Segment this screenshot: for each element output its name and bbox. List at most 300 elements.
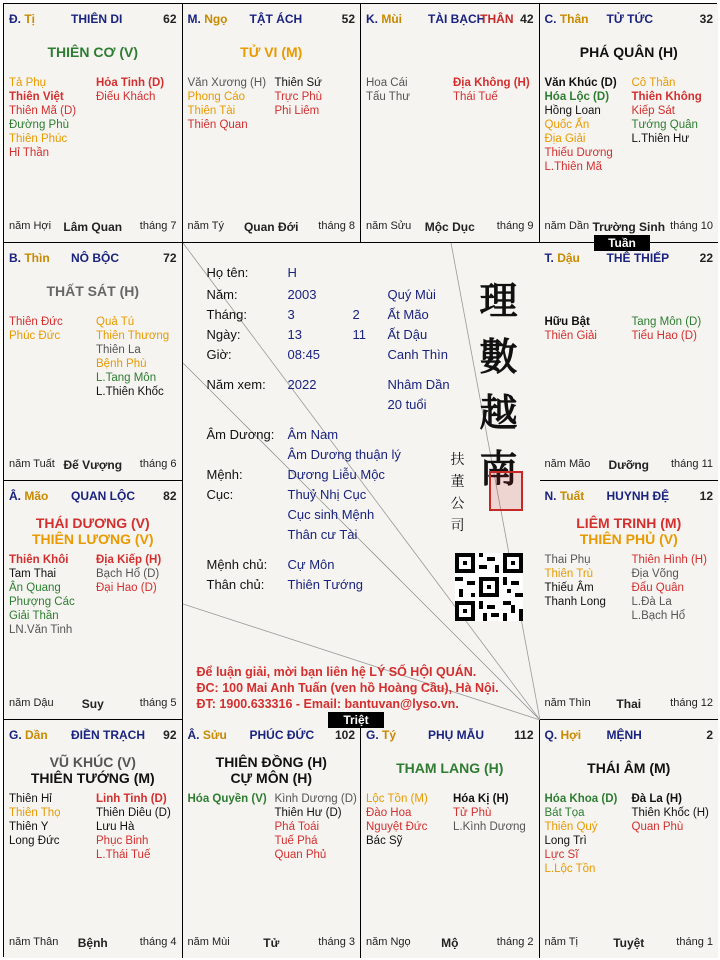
palace-ty bbox=[361, 720, 540, 959]
palace-footer bbox=[545, 697, 714, 711]
than-marker: THÂN bbox=[480, 12, 514, 26]
palace-header bbox=[366, 12, 534, 28]
palace-name: MỆNH bbox=[606, 727, 642, 742]
palace-footer bbox=[366, 936, 534, 950]
palace-header bbox=[188, 12, 356, 28]
age-value: 20 tuổi bbox=[387, 396, 427, 412]
heavenly-stem: T. bbox=[544, 250, 554, 265]
minor-stars-left bbox=[545, 792, 618, 876]
palace-footer bbox=[545, 936, 714, 950]
palace-name: THIÊN DI bbox=[71, 12, 123, 26]
palace-month: tháng 3 bbox=[318, 936, 355, 948]
palace-month: tháng 2 bbox=[496, 936, 534, 948]
minor-stars-left bbox=[188, 76, 267, 132]
main-star: THIÊN LƯƠNG (V) bbox=[31, 531, 154, 547]
center-info-panel bbox=[183, 243, 540, 720]
life-stage: Tử bbox=[263, 936, 280, 950]
minor-star: Thiên Trù bbox=[544, 568, 594, 580]
minor-star: Tả Phụ bbox=[9, 77, 47, 89]
calligraphy-char: 越 bbox=[479, 389, 518, 435]
calligraphy-char: 南 bbox=[479, 445, 518, 491]
horoscope-chart bbox=[3, 3, 717, 957]
minor-star: Phúc Đức bbox=[9, 329, 61, 342]
palace-header bbox=[545, 12, 714, 28]
palace-month: tháng 8 bbox=[318, 219, 355, 232]
palace-suu bbox=[183, 720, 362, 959]
main-star: LIÊM TRINH (M) bbox=[576, 515, 682, 531]
palace-header bbox=[188, 728, 356, 744]
minor-stars-right bbox=[453, 76, 530, 104]
minor-stars-left bbox=[9, 792, 61, 848]
minor-star: Tam Thai bbox=[9, 568, 57, 580]
heavenly-stem: C. bbox=[544, 12, 557, 26]
minor-star: Kình Dương (D) bbox=[274, 792, 357, 805]
month-solar: 3 bbox=[287, 306, 295, 322]
life-stage: Dưỡng bbox=[608, 458, 650, 472]
minor-star: Phá Toái bbox=[274, 820, 320, 833]
life-stage: Mộ bbox=[441, 936, 459, 950]
palace-hoi bbox=[540, 720, 719, 959]
main-star: THIÊN ĐỒNG (H) bbox=[215, 753, 327, 770]
minor-star: Hóa Quyền (V) bbox=[187, 792, 267, 805]
palace-header bbox=[9, 728, 177, 744]
minor-stars-left bbox=[9, 315, 63, 343]
tuan-tag: Tuần bbox=[594, 235, 650, 251]
minor-star: Đường Phù bbox=[9, 119, 69, 131]
palace-age: 52 bbox=[341, 12, 355, 26]
main-star: THAM LANG (H) bbox=[396, 759, 504, 776]
menhchu-value: Cự Môn bbox=[287, 556, 335, 572]
minor-star: Bạch Hổ (D) bbox=[96, 568, 160, 580]
month-lunar: Ất Mão bbox=[387, 306, 429, 322]
palace-year: năm Tuất bbox=[9, 458, 55, 470]
life-stage: Quan Đới bbox=[243, 219, 299, 234]
cuc-value: Thuỷ Nhị Cục bbox=[287, 486, 367, 502]
minor-star: Phong Cáo bbox=[187, 91, 246, 103]
palace-than bbox=[540, 4, 719, 243]
minor-star: Thanh Long bbox=[544, 596, 606, 608]
minor-star: Thiên Phúc bbox=[9, 133, 68, 145]
palace-branch bbox=[188, 728, 227, 742]
palace-month: tháng 1 bbox=[676, 936, 713, 948]
minor-star: Tấu Thư bbox=[366, 91, 410, 103]
menhchu-label: Mệnh chủ: bbox=[206, 556, 268, 572]
minor-star: Thai Phụ bbox=[544, 554, 591, 566]
palace-age: 2 bbox=[706, 727, 713, 742]
minor-star: Đẩu Quân bbox=[631, 582, 684, 594]
earthly-branch: Dần bbox=[25, 727, 48, 742]
palace-age: 22 bbox=[699, 250, 713, 265]
minor-star: Ân Quang bbox=[9, 582, 61, 594]
minor-star: L.Thiên Hư bbox=[631, 133, 690, 145]
palace-year: năm Tý bbox=[187, 219, 224, 232]
thanchu-label: Thân chủ: bbox=[206, 576, 265, 592]
minor-star: Địa Không (H) bbox=[453, 77, 530, 89]
minor-star: Bệnh Phù bbox=[96, 357, 147, 370]
palace-branch bbox=[9, 728, 48, 742]
minor-stars-left bbox=[545, 76, 617, 174]
minor-star: Thiên Y bbox=[9, 820, 49, 833]
palace-branch bbox=[188, 12, 228, 26]
heavenly-stem: Đ. bbox=[9, 12, 21, 26]
minor-star: Thiếu Âm bbox=[544, 582, 594, 594]
palace-name: QUAN LỘC bbox=[71, 489, 135, 503]
minor-star: L.Thiên Khốc bbox=[96, 385, 164, 398]
minor-star: Thiên Quan bbox=[187, 119, 248, 131]
menh-value: Dương Liễu Mộc bbox=[287, 466, 385, 482]
earthly-branch: Tuất bbox=[559, 489, 585, 503]
palace-name: ĐIỀN TRẠCH bbox=[71, 727, 145, 742]
minor-star: Thiên Diêu (D) bbox=[96, 806, 171, 819]
palace-header bbox=[545, 251, 714, 267]
life-stage: Suy bbox=[81, 696, 104, 711]
minor-stars-right bbox=[96, 76, 164, 104]
minor-stars-right bbox=[632, 553, 707, 623]
side-char: 司 bbox=[450, 517, 465, 534]
side-char: 董 bbox=[450, 473, 465, 490]
palace-name: TÀI BẠCH bbox=[428, 12, 486, 26]
minor-star: Thiên Quý bbox=[544, 820, 598, 833]
palace-name: THÊ THIẾP bbox=[606, 250, 670, 265]
palace-header bbox=[9, 12, 177, 28]
main-star: VŨ KHÚC (V) bbox=[49, 753, 136, 770]
life-stage: Thai bbox=[616, 696, 642, 711]
day-lunar-num: 11 bbox=[352, 326, 366, 342]
minor-star: Hoa Cái bbox=[366, 77, 408, 89]
heavenly-stem: M. bbox=[187, 12, 201, 26]
minor-star: Điếu Khách bbox=[96, 91, 156, 103]
palace-mui bbox=[361, 4, 540, 243]
palace-branch bbox=[545, 12, 589, 26]
minor-stars-left bbox=[9, 76, 76, 160]
palace-footer bbox=[188, 220, 356, 234]
minor-star: Thái Tuế bbox=[453, 91, 498, 103]
palace-branch bbox=[366, 728, 396, 742]
qr-code-icon[interactable] bbox=[455, 553, 523, 621]
minor-star: Quan Phủ bbox=[274, 848, 327, 861]
contact-address: ĐC: 100 Mai Anh Tuấn (ven hồ Hoàng Cầu), Hà Nội. bbox=[196, 680, 499, 695]
minor-star: Lực Sĩ bbox=[544, 848, 579, 861]
minor-star: Kiếp Sát bbox=[631, 105, 675, 117]
minor-star: Bác Sỹ bbox=[366, 834, 403, 847]
month-lunar-num: 2 bbox=[352, 306, 360, 322]
palace-year: năm Dậu bbox=[9, 696, 54, 709]
palace-branch bbox=[545, 251, 580, 265]
minor-star: Tang Môn (D) bbox=[631, 315, 702, 328]
heavenly-stem: K. bbox=[366, 12, 378, 26]
main-star: THẤT SÁT (H) bbox=[46, 282, 140, 299]
minor-star: Quốc Ấn bbox=[544, 119, 590, 131]
palace-header bbox=[545, 489, 714, 505]
minor-stars-left bbox=[9, 553, 75, 637]
minor-star: Thiên Không bbox=[631, 91, 702, 103]
contact-phone-email: ĐT: 1900.633316 - Email: bantuvan@lyso.vn. bbox=[196, 696, 459, 711]
month-label: Tháng: bbox=[206, 306, 247, 322]
name-label: Họ tên: bbox=[206, 264, 249, 280]
cuc-note: Cục sinh Mệnh bbox=[287, 506, 375, 522]
minor-star: Thiên Đức bbox=[9, 315, 63, 328]
palace-year: năm Dần bbox=[544, 219, 590, 232]
view-year: 2022 bbox=[287, 376, 317, 392]
minor-star: Cô Thần bbox=[631, 77, 676, 89]
earthly-branch: Thìn bbox=[24, 250, 50, 265]
main-star: THIÊN CƠ (V) bbox=[47, 44, 138, 60]
minor-star: Thiên Giải bbox=[544, 329, 597, 342]
palace-age: 112 bbox=[514, 727, 534, 742]
main-star: PHÁ QUÂN (H) bbox=[579, 44, 678, 60]
amduong-label: Âm Dương: bbox=[206, 426, 275, 442]
minor-star: Nguyệt Đức bbox=[366, 820, 428, 833]
palace-footer bbox=[9, 697, 177, 711]
calligraphy-char: 數 bbox=[479, 333, 518, 379]
minor-star: L.Tang Môn bbox=[96, 371, 157, 384]
palace-year: năm Tị bbox=[544, 936, 578, 948]
hour-value: 08:45 bbox=[287, 346, 321, 362]
hour-label: Giờ: bbox=[206, 346, 232, 362]
palace-dan bbox=[4, 720, 183, 959]
day-label: Ngày: bbox=[206, 326, 241, 342]
name-value: H bbox=[287, 264, 297, 280]
palace-footer bbox=[9, 220, 177, 234]
palace-name: PHÚC ĐỨC bbox=[249, 727, 315, 742]
palace-footer bbox=[545, 220, 714, 234]
palace-header bbox=[545, 728, 714, 744]
heavenly-stem: Â. bbox=[9, 489, 21, 503]
minor-star: Văn Khúc (D) bbox=[544, 77, 617, 89]
heavenly-stem: Q. bbox=[544, 727, 558, 742]
minor-star: Phượng Các bbox=[9, 596, 75, 608]
minor-star: L.Lộc Tồn bbox=[544, 862, 596, 875]
palace-month: tháng 10 bbox=[670, 219, 713, 232]
palace-age: 82 bbox=[163, 489, 177, 503]
earthly-branch: Tý bbox=[382, 727, 397, 742]
minor-stars-left bbox=[545, 553, 606, 609]
palace-name: NÔ BỘC bbox=[71, 250, 119, 265]
minor-star: Giải Thần bbox=[9, 610, 59, 622]
palace-month: tháng 9 bbox=[496, 219, 534, 232]
year-solar: 2003 bbox=[287, 286, 317, 302]
minor-stars-right bbox=[275, 792, 357, 862]
palace-header bbox=[366, 728, 534, 744]
minor-star: L.Đà La bbox=[631, 596, 672, 608]
view-year-label: Năm xem: bbox=[206, 376, 266, 392]
minor-star: Địa Kiếp (H) bbox=[96, 554, 162, 566]
palace-age: 32 bbox=[699, 12, 713, 26]
palace-age: 102 bbox=[334, 727, 355, 742]
palace-age: 12 bbox=[699, 489, 713, 503]
minor-star: Tuế Phá bbox=[274, 834, 318, 847]
palace-dau bbox=[540, 243, 719, 482]
minor-star: Thiên Việt bbox=[9, 91, 64, 103]
earthly-branch: Ngọ bbox=[204, 12, 228, 26]
palace-footer bbox=[9, 936, 177, 950]
minor-star: Trực Phù bbox=[274, 91, 323, 103]
minor-stars-left bbox=[366, 76, 410, 104]
palace-year: năm Sửu bbox=[366, 219, 412, 232]
palace-age: 62 bbox=[163, 12, 177, 26]
palace-header bbox=[9, 489, 177, 505]
red-seal-icon bbox=[489, 471, 523, 511]
minor-star: Thiên Mã (D) bbox=[9, 105, 77, 117]
minor-star: Hữu Bật bbox=[544, 315, 590, 328]
minor-star: Thiên Hư (D) bbox=[274, 806, 342, 819]
minor-stars-right bbox=[275, 76, 323, 118]
minor-star: Hỉ Thần bbox=[9, 147, 50, 159]
palace-month: tháng 12 bbox=[670, 696, 713, 709]
year-label: Năm: bbox=[206, 286, 238, 302]
palace-year: năm Hợi bbox=[9, 219, 52, 232]
minor-stars-right bbox=[632, 792, 709, 834]
minor-star: Hóa Lộc (D) bbox=[544, 91, 610, 103]
minor-stars-right bbox=[96, 792, 171, 862]
minor-star: Phục Binh bbox=[96, 834, 149, 847]
minor-star: Thiên Hỉ bbox=[9, 792, 52, 805]
minor-star: Đà La (H) bbox=[631, 792, 682, 805]
minor-star: Thiên Khôi bbox=[9, 554, 69, 566]
minor-star: Lộc Tồn (M) bbox=[366, 792, 428, 805]
earthly-branch: Dậu bbox=[557, 250, 580, 265]
day-lunar: Ất Dậu bbox=[387, 326, 428, 342]
palace-branch bbox=[545, 728, 582, 742]
minor-star: Tử Phù bbox=[453, 806, 492, 819]
heavenly-stem: G. bbox=[9, 727, 22, 742]
minor-star: Bát Tọa bbox=[544, 806, 585, 819]
triet-tag: Triệt bbox=[328, 712, 384, 728]
earthly-branch: Sửu bbox=[202, 727, 227, 742]
palace-branch bbox=[545, 489, 585, 503]
amduong-note: Âm Dương thuận lý bbox=[287, 446, 401, 462]
contact-line-1: Để luận giải, mời bạn liên hệ LÝ SỐ HỘI QUÁN. bbox=[196, 664, 477, 679]
life-stage: Mộc Dục bbox=[424, 219, 475, 234]
palace-month: tháng 4 bbox=[139, 936, 177, 948]
side-char: 公 bbox=[450, 495, 465, 512]
main-star: TỬ VI (M) bbox=[240, 44, 303, 60]
palace-name: TỬ TỨC bbox=[606, 12, 654, 26]
life-stage: Trường Sinh bbox=[592, 219, 666, 234]
palace-thin bbox=[4, 243, 183, 482]
minor-star: L.Kình Dương bbox=[453, 820, 526, 833]
palace-branch bbox=[9, 251, 50, 265]
side-vertical-text bbox=[449, 449, 467, 537]
palace-month: tháng 5 bbox=[139, 696, 177, 709]
minor-star: Quả Tú bbox=[96, 315, 135, 328]
main-star: THIÊN PHỦ (V) bbox=[579, 531, 678, 547]
minor-star: Linh Tinh (D) bbox=[96, 792, 167, 805]
palace-name: HUYNH ĐỆ bbox=[606, 489, 670, 503]
hour-lunar: Canh Thìn bbox=[387, 346, 448, 362]
amduong-value: Âm Nam bbox=[287, 426, 339, 442]
earthly-branch: Mùi bbox=[381, 12, 403, 26]
palace-branch bbox=[9, 489, 48, 503]
minor-star: L.Thái Tuế bbox=[96, 848, 151, 861]
minor-star: Tiểu Hao (D) bbox=[631, 329, 697, 342]
thanchu-value: Thiên Tướng bbox=[287, 576, 364, 592]
main-star: THÁI ÂM (M) bbox=[587, 759, 671, 776]
heavenly-stem: Â. bbox=[187, 727, 200, 742]
palace-name: TẬT ÁCH bbox=[249, 12, 303, 26]
minor-star: L.Thiên Mã bbox=[544, 161, 603, 173]
than-cu-note: Thân cư Tài bbox=[287, 526, 358, 542]
minor-star: Phi Liêm bbox=[274, 105, 320, 117]
life-stage: Tuyệt bbox=[613, 936, 645, 950]
side-char: 扶 bbox=[450, 451, 465, 468]
menh-label: Mệnh: bbox=[206, 466, 243, 482]
palace-header bbox=[9, 251, 177, 267]
palace-ti bbox=[4, 4, 183, 243]
minor-star: Hỏa Tinh (D) bbox=[96, 77, 165, 89]
palace-footer bbox=[545, 458, 714, 472]
minor-star: Thiên Thọ bbox=[9, 806, 61, 819]
palace-year: năm Thìn bbox=[544, 696, 591, 709]
minor-star: Hóa Kị (H) bbox=[453, 792, 509, 805]
minor-stars-right bbox=[96, 553, 161, 595]
minor-stars-left bbox=[545, 315, 597, 343]
main-star: THÁI DƯƠNG (V) bbox=[35, 515, 150, 531]
palace-year: năm Mùi bbox=[187, 936, 230, 948]
minor-star: Đào Hoa bbox=[366, 806, 412, 819]
minor-stars-right bbox=[96, 315, 169, 399]
earthly-branch: Hợi bbox=[560, 727, 582, 742]
minor-star: Thiên Thương bbox=[96, 329, 170, 342]
life-stage: Bệnh bbox=[77, 936, 108, 950]
heavenly-stem: N. bbox=[544, 489, 557, 503]
minor-star: Lưu Hà bbox=[96, 820, 135, 833]
day-solar: 13 bbox=[287, 326, 302, 342]
palace-year: năm Ngọ bbox=[366, 936, 411, 948]
main-star: THIÊN TƯỚNG (M) bbox=[30, 769, 155, 786]
minor-star: Văn Xương (H) bbox=[187, 77, 267, 89]
palace-age: 92 bbox=[163, 727, 177, 742]
view-year-lunar: Nhâm Dần bbox=[387, 376, 450, 392]
minor-stars-left bbox=[188, 792, 267, 806]
minor-star: Đại Hao (D) bbox=[96, 582, 157, 594]
minor-star: Hóa Khoa (D) bbox=[544, 792, 618, 805]
heavenly-stem: B. bbox=[9, 250, 21, 265]
minor-star: Long Đức bbox=[9, 834, 60, 847]
heavenly-stem: G. bbox=[366, 727, 379, 742]
minor-star: Quan Phù bbox=[631, 820, 684, 833]
palace-month: tháng 6 bbox=[139, 458, 177, 470]
palace-year: năm Mão bbox=[544, 458, 591, 470]
palace-ngo bbox=[183, 4, 362, 243]
minor-stars-right bbox=[632, 76, 702, 146]
minor-stars-right bbox=[632, 315, 702, 343]
minor-star: Địa Võng bbox=[631, 568, 679, 580]
main-star: CỰ MÔN (H) bbox=[230, 769, 313, 786]
palace-mao bbox=[4, 481, 183, 720]
year-lunar: Quý Mùi bbox=[387, 286, 436, 302]
palace-branch bbox=[366, 12, 402, 26]
minor-star: Hồng Loan bbox=[544, 105, 601, 117]
earthly-branch: Thân bbox=[559, 12, 589, 26]
palace-year: năm Thân bbox=[9, 936, 59, 948]
palace-age: 42 bbox=[520, 12, 534, 26]
palace-tuat bbox=[540, 481, 719, 720]
palace-age: 72 bbox=[163, 250, 177, 265]
minor-star: Tướng Quân bbox=[631, 119, 698, 131]
cuc-label: Cục: bbox=[206, 486, 234, 502]
minor-star: Thiên Khốc (H) bbox=[631, 806, 709, 819]
life-stage: Lâm Quan bbox=[63, 219, 123, 234]
minor-star: Thiên Hình (H) bbox=[631, 554, 707, 566]
palace-name: PHỤ MẪU bbox=[428, 727, 484, 742]
palace-footer bbox=[9, 458, 177, 472]
calligraphy-char: 理 bbox=[479, 277, 518, 323]
earthly-branch: Mão bbox=[24, 489, 49, 503]
minor-star: Thiên La bbox=[96, 343, 141, 356]
minor-star: L.Bạch Hổ bbox=[631, 610, 686, 622]
minor-star: Long Trì bbox=[544, 834, 587, 847]
